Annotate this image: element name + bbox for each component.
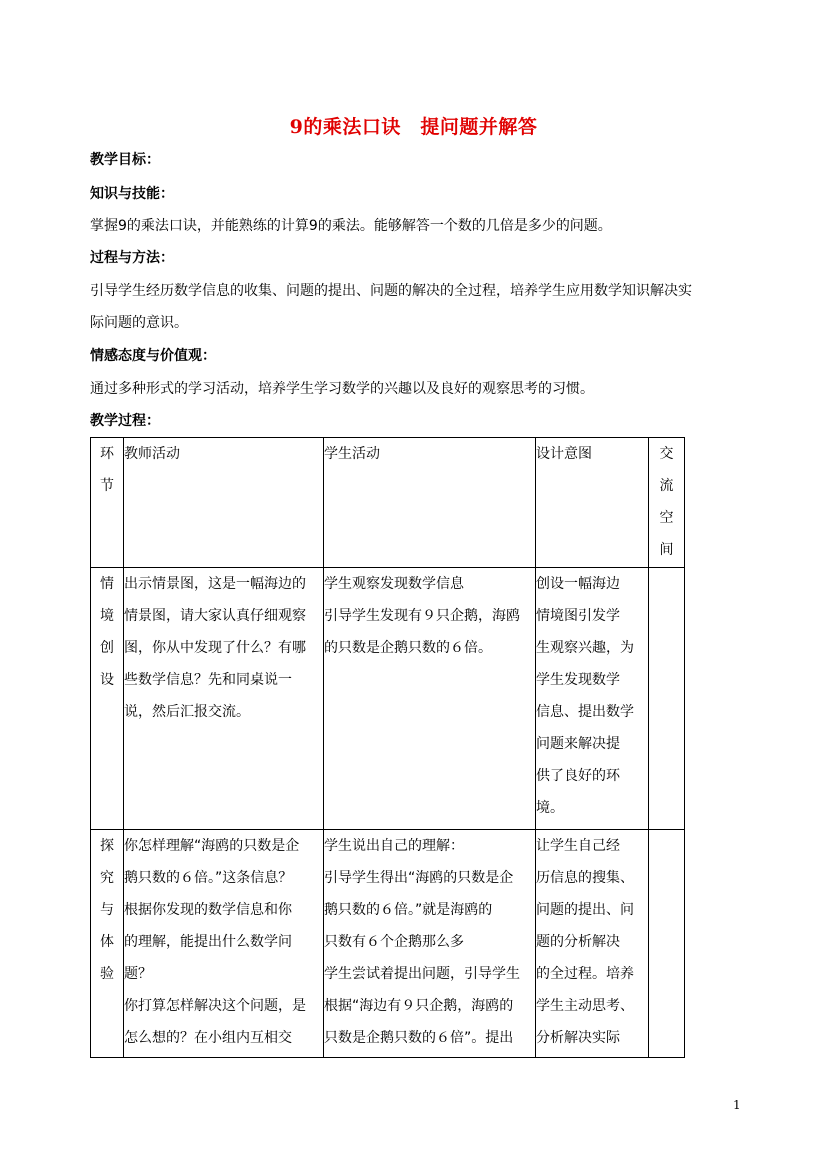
header-design: 设计意图 xyxy=(536,438,649,568)
process-text-1: 引导学生经历数学信息的收集、问题的提出、问题的解决的全过程，培养学生应用数学知识解决实 xyxy=(90,283,692,299)
teaching-process-heading: 教学过程： xyxy=(90,413,160,429)
header-stage: 环 节 xyxy=(91,438,124,568)
row2-stage: 探 究 与 体 验 xyxy=(91,830,124,1058)
header-exchange: 交 流 空 间 xyxy=(649,438,685,568)
knowledge-heading: 知识与技能： xyxy=(90,186,174,202)
table-header-row xyxy=(91,438,685,568)
process-text-2: 际问题的意识。 xyxy=(90,315,188,331)
emotion-text: 通过多种形式的学习活动，培养学生学习数学的兴趣以及良好的观察思考的习惯。 xyxy=(90,381,594,397)
row2-exchange xyxy=(649,830,685,1058)
row2-teacher: 你怎样理解“海鸥的只数是企 鹅只数的６倍。”这条信息？ 根据你发现的数学信息和你 的理解，能提出什么数学问 题？ 你打算怎样解决这个问题，是 怎么想的？在小组内互相交 xyxy=(124,830,324,1058)
row1-student: 学生观察发现数学信息 引导学生发现有９只企鹅，海鸥 的只数是企鹅只数的６倍。 xyxy=(324,568,536,830)
row1-exchange xyxy=(649,568,685,830)
emotion-heading: 情感态度与价值观： xyxy=(90,348,216,364)
knowledge-text: 掌握9的乘法口诀，并能熟练的计算9的乘法。能够解答一个数的几倍是多少的问题。 xyxy=(90,218,612,234)
teaching-process-table xyxy=(90,437,685,1058)
process-heading: 过程与方法： xyxy=(90,250,174,266)
header-student: 学生活动 xyxy=(324,438,536,568)
row1-stage: 情 境 创 设 xyxy=(91,568,124,830)
header-teacher: 教师活动 xyxy=(124,438,324,568)
table-row xyxy=(91,830,685,1058)
table-row xyxy=(91,568,685,830)
page-number: 1 xyxy=(733,1098,741,1112)
row1-teacher: 出示情景图，这是一幅海边的 情景图，请大家认真仔细观察 图，你从中发现了什么？有哪 些数学信息？先和同桌说一 说，然后汇报交流。 xyxy=(124,568,324,830)
row1-design: 创设一幅海边 情境图引发学 生观察兴趣，为 学生发现数学 信息、提出数学 问题来解决提 供了良好的环 境。 xyxy=(536,568,649,830)
row2-design: 让学生自己经 历信息的搜集、 问题的提出、问 题的分析解决 的全过程。培养 学生主动思考、 分析解决实际 xyxy=(536,830,649,1058)
page-title: 9的乘法口诀 提问题并解答 xyxy=(289,116,538,138)
row2-student: 学生说出自己的理解： 引导学生得出“海鸥的只数是企 鹅只数的６倍。”就是海鸥的 只数有６个企鹅那么多 学生尝试着提出问题，引导学生 根据“海边有９只企鹅，海鸥的 只数是企鹅只数的６倍”。提出 xyxy=(324,830,536,1058)
objectives-heading: 教学目标： xyxy=(90,152,160,168)
